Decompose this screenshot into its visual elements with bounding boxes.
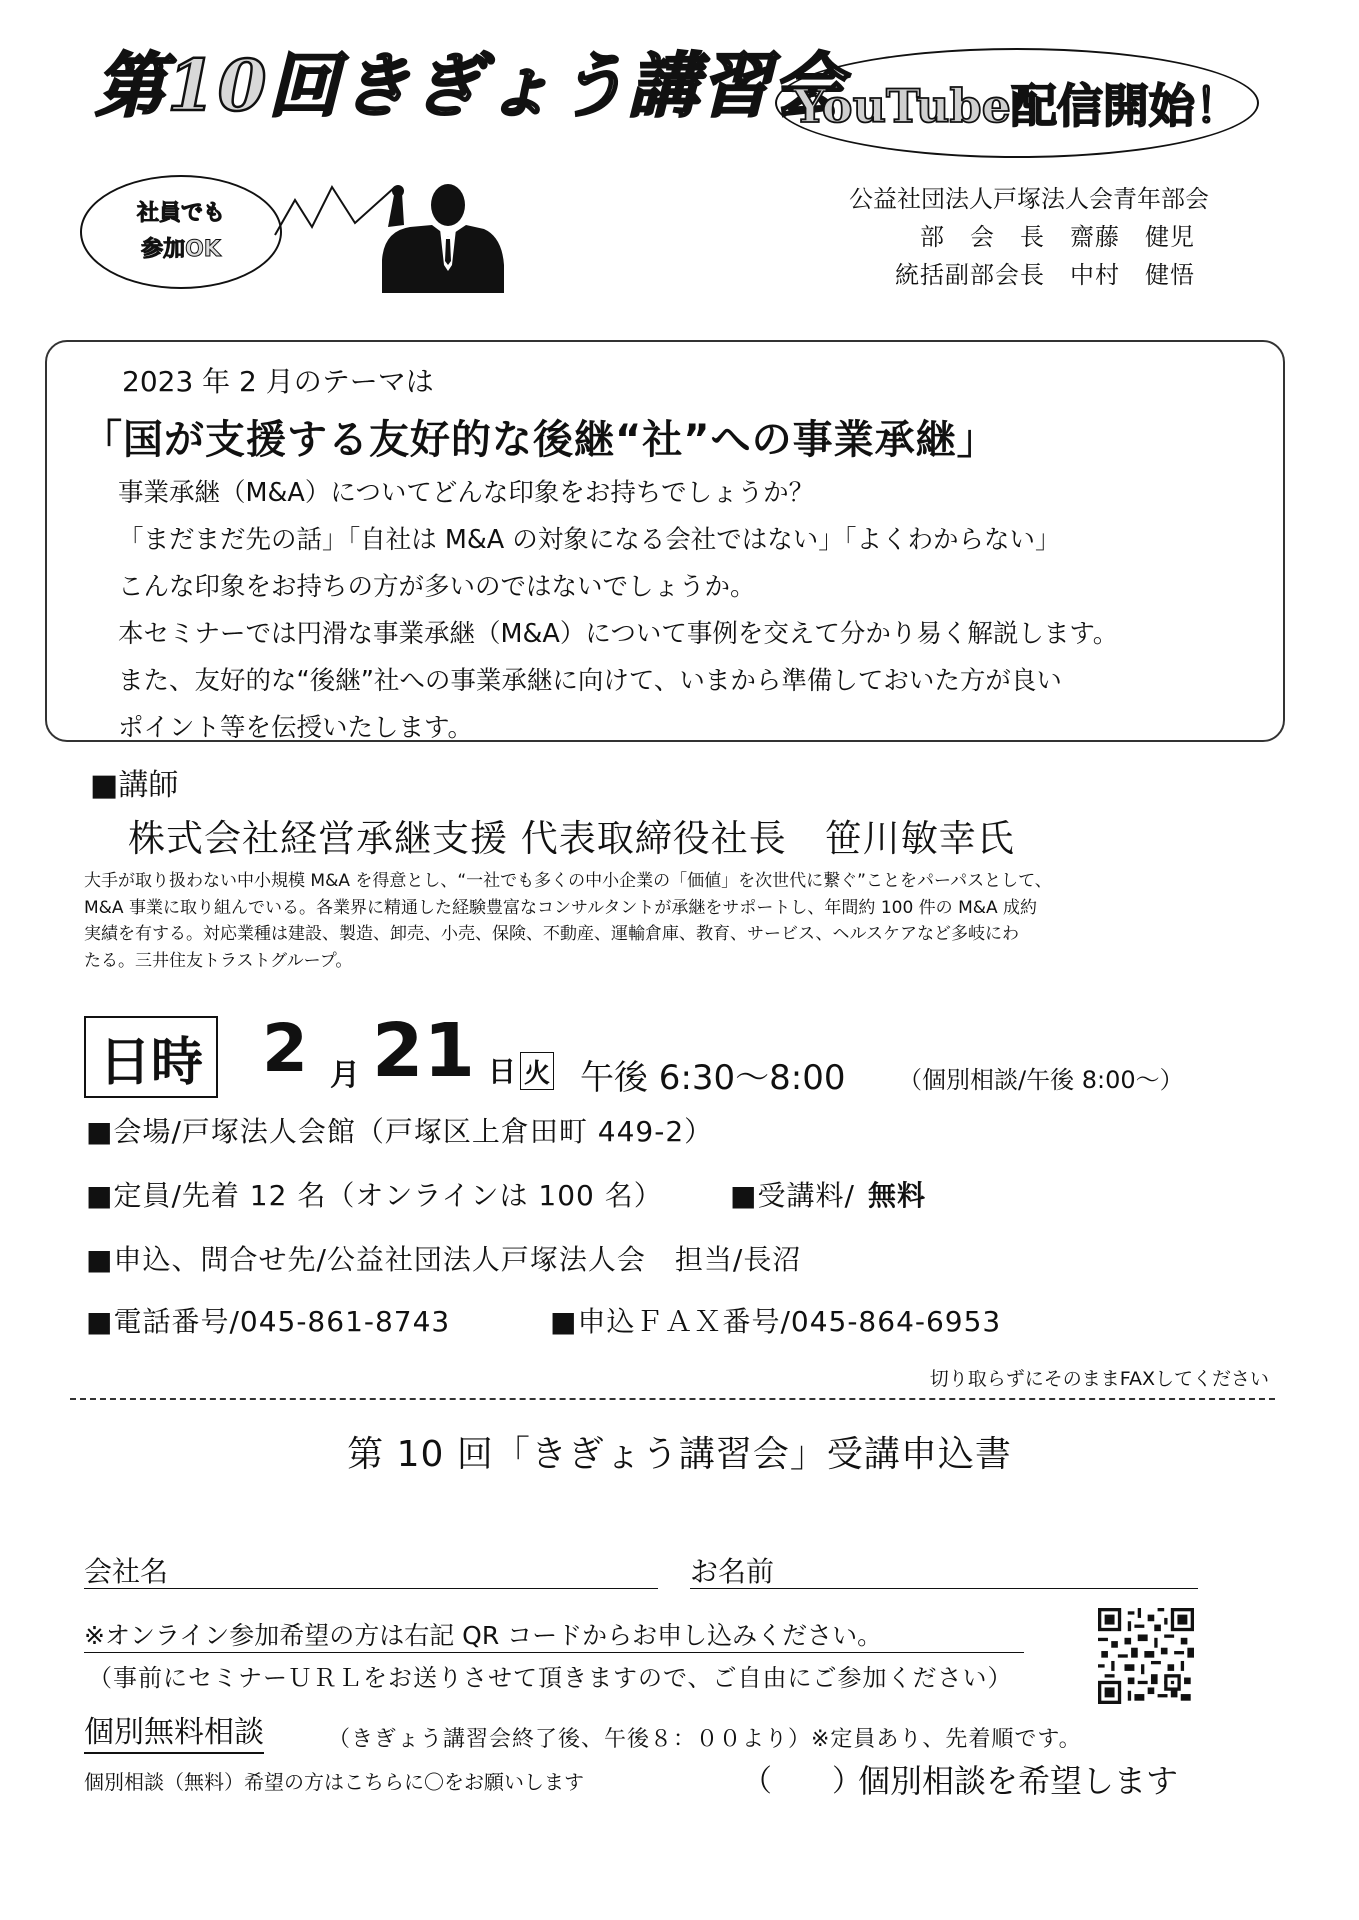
theme-lead: 2023 年 2 月のテーマは: [122, 365, 434, 398]
theme-title: 「国が支援する友好的な後継“社”への事業承継」: [82, 417, 998, 463]
org-name: 公益社団法人戸塚法人会青年部会: [849, 185, 1209, 213]
page-title: 第10回きぎょう講習会: [95, 44, 845, 127]
date-weekday: 火: [520, 1052, 554, 1090]
consult-checkbox[interactable]: （ ）: [742, 1764, 862, 1799]
theme-body-line: ポイント等を伝授いたします。: [118, 713, 473, 743]
consult-want-label: 個別相談を希望します: [858, 1762, 1179, 1800]
date-month: 2: [262, 1010, 308, 1087]
phone-info: ■電話番号/045-861-8743: [86, 1305, 451, 1338]
theme-body-line: こんな印象をお持ちの方が多いのではないでしょうか。: [118, 572, 756, 602]
online-note: ※オンライン参加希望の方は右記 QR コードからお申し込みください。: [84, 1621, 883, 1650]
fax-info: ■申込ＦＡＸ番号/045-864-6953: [550, 1305, 1002, 1338]
online-sub-note: （事前にセミナーＵＲＬをお送りさせて頂きますので、ご自由にご参加ください）: [88, 1664, 1013, 1692]
cut-line: [70, 1398, 1275, 1400]
event-time: 午後 6:30～8:00: [580, 1058, 846, 1098]
theme-body: [118, 470, 1118, 752]
cut-note: 切り取らずにそのままFAXしてください: [929, 1368, 1269, 1390]
lecturer-desc-line: 実績を有する。対応業種は建設、製造、卸売、小売、保険、不動産、運輸倉庫、教育、サービス、ヘルスケアなど多岐にわ: [84, 924, 1019, 944]
theme-body-line: 本セミナーでは円滑な事業承継（M&A）について事例を交えて分かり易く解説します。: [118, 619, 1119, 649]
online-note-underline: [84, 1652, 1024, 1653]
youtube-badge: [775, 48, 1259, 158]
businessman-silhouette-icon: [270, 165, 510, 295]
event-time-note: （個別相談/午後 8:00～）: [898, 1066, 1184, 1094]
employee-badge-line1: 社員でも: [136, 201, 225, 226]
datetime-label: 日時: [84, 1016, 218, 1098]
org-role-vice: 統括副部会長 中村 健悟: [895, 261, 1195, 289]
capacity-info: ■定員/先着 12 名（オンラインは 100 名）: [86, 1179, 663, 1212]
venue-info: ■会場/戸塚法人会館（戸塚区上倉田町 449-2）: [86, 1115, 714, 1148]
name-label: お名前: [690, 1555, 775, 1588]
date-day: 21: [372, 1008, 475, 1094]
lecturer-desc-line: 大手が取り扱わない中小規模 M&A を得意とし、“一社でも多くの中小企業の「価値」を次世代に繋ぐ”ことをパーパスとして、: [84, 871, 1052, 891]
fee-value: 無料: [868, 1179, 927, 1212]
lecturer-heading: ■講師: [90, 768, 179, 803]
qr-code-icon[interactable]: [1098, 1608, 1194, 1704]
company-label: 会社名: [84, 1555, 169, 1588]
youtube-badge-text: YouTube配信開始！: [793, 79, 1241, 133]
company-field[interactable]: [84, 1588, 658, 1589]
employee-badge: [80, 175, 282, 289]
consult-heading: 個別無料相談: [84, 1714, 264, 1754]
consult-note: （きぎょう講習会終了後、午後８：００より）※定員あり、先着順です。: [328, 1727, 1082, 1752]
date-day-unit: 日: [488, 1055, 517, 1088]
org-role-chair: 部 会 長 齋藤 健児: [920, 223, 1195, 251]
organizer-block: [849, 180, 1209, 294]
theme-body-line: また、友好的な“後継”社への事業承継に向けて、いまから準備しておいた方が良い: [118, 666, 1062, 696]
lecturer-description: [84, 868, 1244, 974]
date-month-unit: 月: [330, 1058, 360, 1093]
lecturer-desc-line: たる。三井住友トラストグループ。: [84, 950, 353, 971]
employee-badge-line2: 参加OK: [141, 237, 221, 262]
contact-info: ■申込、問合せ先/公益社団法人戸塚法人会 担当/長沼: [86, 1243, 802, 1276]
lecturer-name: 株式会社経営承継支援 代表取締役社長 笹川敏幸氏: [128, 817, 1015, 860]
fee-label: ■受講料/: [730, 1179, 855, 1212]
form-title: 第 10 回「きぎょう講習会」受講申込書: [347, 1434, 1012, 1475]
theme-body-line: 「まだまだ先の話」「自社は M&A の対象になる会社ではない」「よくわからない」: [118, 525, 1061, 555]
consult-check-instruction: 個別相談（無料）希望の方はこちらに〇をお願いします: [84, 1770, 584, 1794]
theme-body-line: 事業承継（M&A）についてどんな印象をお持ちでしょうか？: [118, 478, 815, 508]
lecturer-desc-line: M&A 事業に取り組んでいる。各業界に精通した経験豊富なコンサルタントが承継をサポートし、年間約 100 件の M&A 成約: [84, 897, 1038, 918]
name-field[interactable]: [690, 1588, 1198, 1589]
